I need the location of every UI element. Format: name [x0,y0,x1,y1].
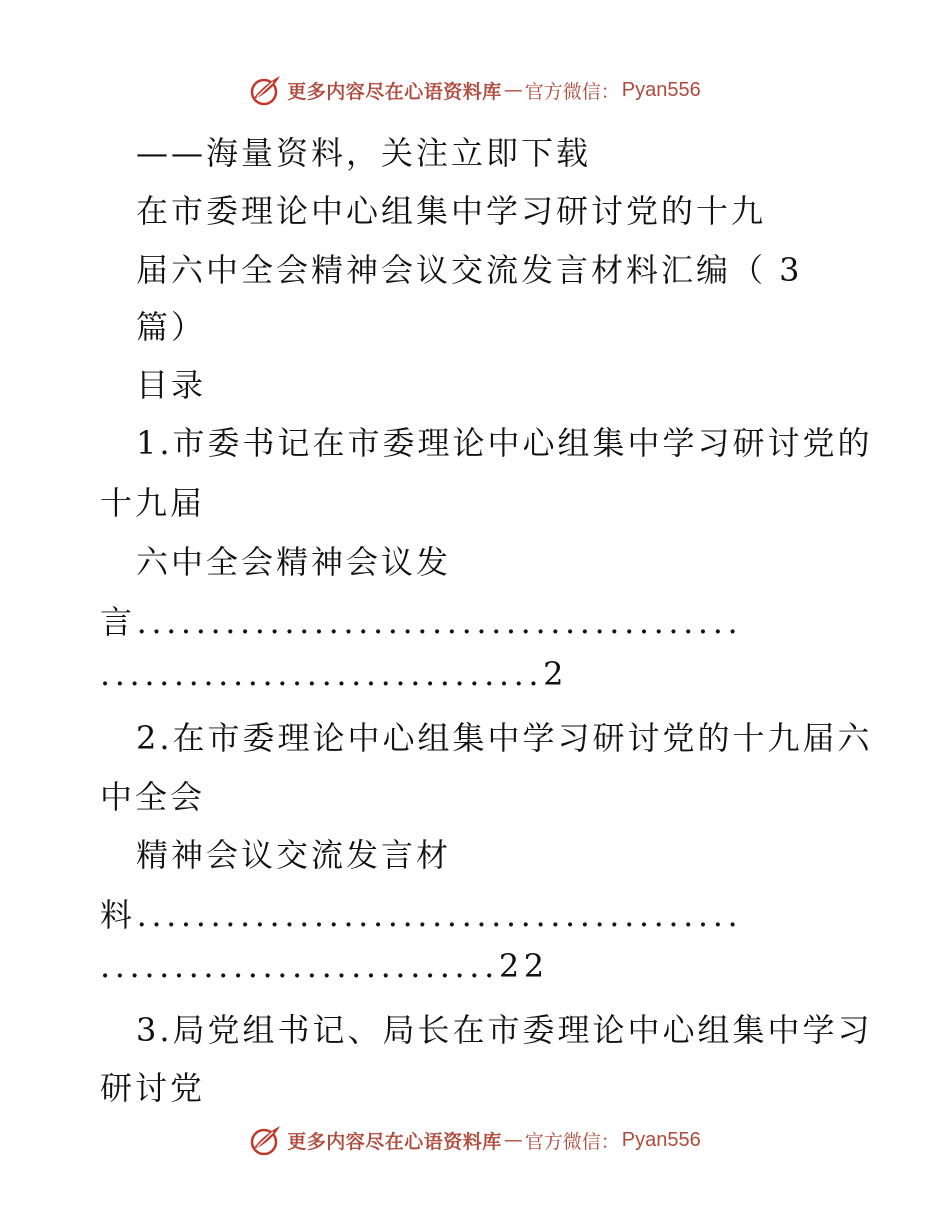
toc-entry-3-line-2: 研讨党 [100,1069,206,1107]
title-line-3: 篇） [136,308,207,346]
banner-brand: 更多内容尽在心语资料库 [287,80,502,103]
banner-account: Pyan556 [621,78,701,101]
toc-entry-2-line-1: 2.在市委理论中心组集中学习研讨党的十九届六 [136,719,873,757]
quill-pen-logo-icon [249,73,283,107]
toc-heading: 目录 [136,366,207,404]
toc-entry-2-line-2: 中全会 [100,778,206,816]
toc-entry-2-line-3: 精神会议交流发言材 [136,836,452,874]
banner-dash: — [503,79,523,101]
banner-dash: — [503,1129,523,1151]
quill-pen-logo-icon [249,1123,283,1157]
title-line-2: 届六中全会精神会议交流发言材料汇编（ 3 [136,251,803,289]
banner-brand: 更多内容尽在心语资料库 [287,1130,502,1153]
toc-entry-1-line-2: 十九届 [100,484,206,522]
header-banner [0,70,950,110]
toc-entry-1-page: ..............................2 [100,655,569,693]
tagline: ——海量资料，关注立即下载 [136,134,592,172]
banner-wechat-label: 官方微信： [524,80,620,103]
toc-entry-1-line-3: 六中全会精神会议发 [136,543,452,581]
toc-entry-1-line-1: 1.市委书记在市委理论中心组集中学习研讨党的 [136,424,873,462]
toc-entry-3-line-1: 3.局党组书记、局长在市委理论中心组集中学习 [136,1011,873,1049]
toc-entry-2-line-4: 料......................................... [100,896,743,934]
banner-account: Pyan556 [621,1128,701,1151]
title-line-1: 在市委理论中心组集中学习研讨党的十九 [136,192,767,230]
toc-entry-1-line-4: 言......................................... [100,603,743,641]
banner-wechat-label: 官方微信： [524,1130,620,1153]
toc-entry-2-page: ...........................22 [100,947,549,985]
footer-banner [0,1120,950,1160]
